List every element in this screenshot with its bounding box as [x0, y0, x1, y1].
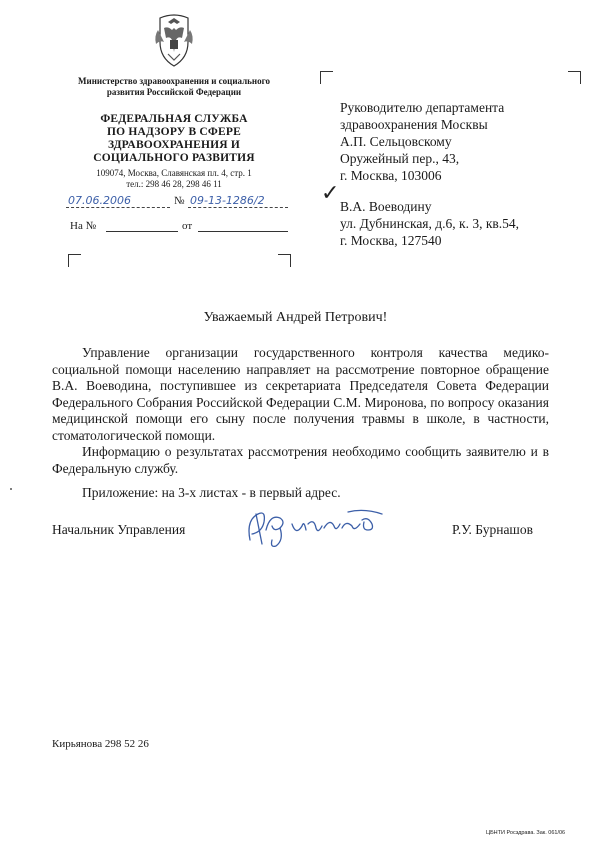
recipient-line: ул. Дубнинская, д.6, к. 3, кв.54,	[340, 216, 520, 231]
corner-mark	[278, 254, 291, 267]
registration-number: 09-13-1286/2	[190, 194, 265, 207]
street-address: 109074, Москва, Славянская пл. 4, стр. 1	[96, 168, 252, 178]
service-line: ЗДРАВООХРАНЕНИЯ И	[108, 139, 240, 151]
reference-from-label: от	[182, 220, 193, 232]
phone-numbers: тел.: 298 46 28, 298 46 11	[126, 179, 222, 189]
letter-body	[52, 345, 549, 477]
service-line: ПО НАДЗОРУ В СФЕРЕ	[107, 126, 241, 138]
number-sign: №	[174, 195, 185, 207]
recipient-line: Руководителю департамента	[340, 100, 505, 115]
date-underline	[66, 207, 170, 208]
attachment-note: Приложение: на 3-х листах - в первый адрес.	[82, 485, 341, 500]
executor-contact: Кирьянова 298 52 26	[52, 738, 149, 750]
service-name	[72, 113, 276, 165]
body-paragraph: Управление организации государственного контроля качества медико-социальной помощи населению направляет на рассмотрение повторное обращение В.А. Воеводина, поступившее из секретариата Председателя Совета Федерации Федерального Собрания Российской Федерации С.М. Миронова, по вопросу оказания медицинской помощи его сыну после получения травмы в школе, в частности, стоматологической помощи.	[52, 345, 549, 443]
corner-mark	[320, 71, 333, 84]
recipient-block	[340, 99, 580, 184]
corner-mark	[68, 254, 81, 267]
print-footer: ЦБНТИ Росздрава. Зак. 061/06	[486, 830, 566, 836]
second-recipient-block	[340, 198, 580, 249]
signer-title: Начальник Управления	[52, 522, 186, 537]
reference-number-blank	[106, 231, 178, 232]
margin-dot	[10, 488, 12, 490]
registration-line	[66, 196, 292, 210]
coat-of-arms-emblem	[148, 12, 200, 68]
body-paragraph: Информацию о результатах рассмотрения необходимо сообщить заявителю и в Федеральную службу.	[52, 444, 549, 476]
service-line: СОЦИАЛЬНОГО РАЗВИТИЯ	[93, 152, 255, 164]
reference-date-blank	[198, 231, 288, 232]
handwritten-signature	[236, 500, 396, 552]
corner-mark	[568, 71, 581, 84]
ministry-name: Министерство здравоохранения и социального развития Российской Федерации	[78, 76, 270, 97]
recipient-line: А.П. Сельцовскому	[340, 134, 452, 149]
recipient-line: В.А. Воеводину	[340, 199, 432, 214]
signer-name: Р.У. Бурнашов	[452, 522, 533, 537]
sender-address	[72, 168, 276, 190]
check-mark-icon: ✓	[321, 181, 340, 206]
reference-label: На №	[70, 220, 97, 232]
recipient-line: г. Москва, 103006	[340, 168, 442, 183]
reference-line	[70, 220, 300, 234]
registration-date: 07.06.2006	[68, 194, 131, 207]
recipient-line: Оружейный пер., 43,	[340, 151, 460, 166]
number-underline	[188, 207, 288, 208]
service-line: ФЕДЕРАЛЬНАЯ СЛУЖБА	[100, 113, 248, 125]
salutation: Уважаемый Андрей Петрович!	[203, 310, 388, 325]
recipient-line: г. Москва, 127540	[340, 233, 442, 248]
recipient-line: здравоохранения Москвы	[340, 117, 488, 132]
